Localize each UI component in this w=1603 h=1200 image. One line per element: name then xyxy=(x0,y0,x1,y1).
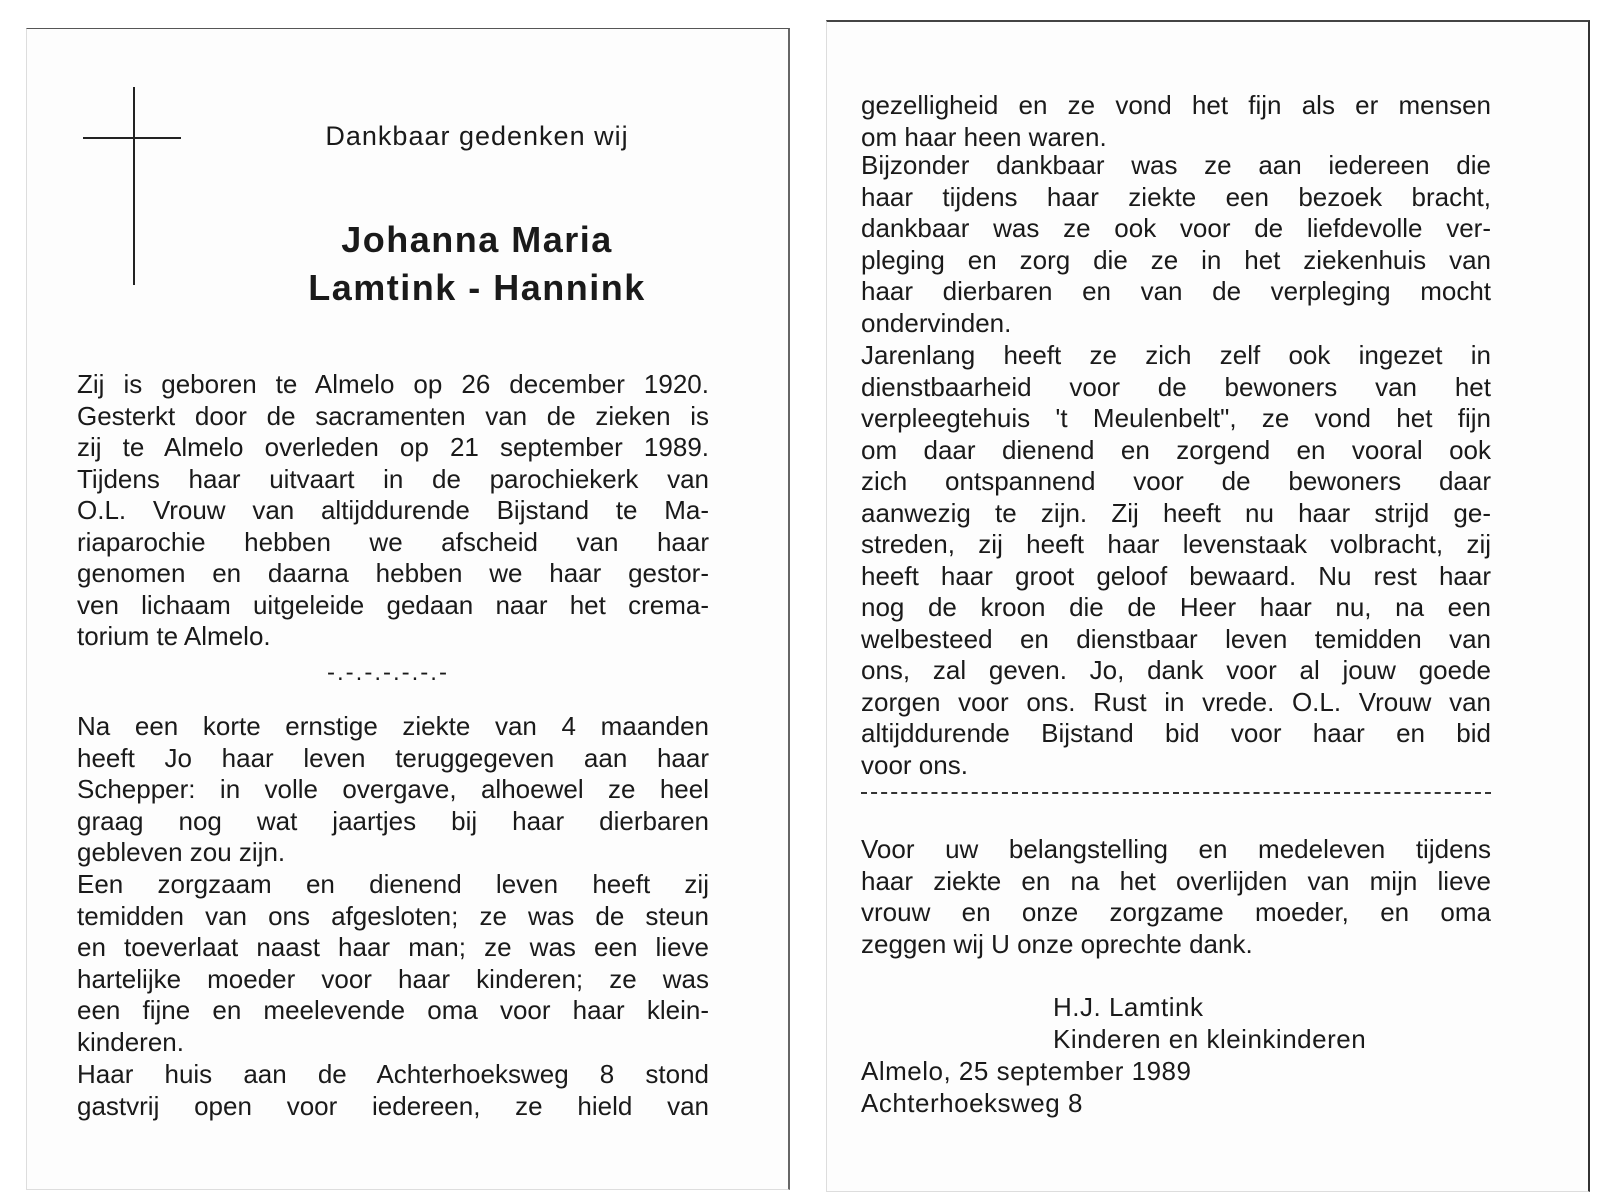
text-line: Zij is geboren te Almelo op 26 december 1920. xyxy=(77,369,709,399)
service-paragraph xyxy=(861,340,1491,781)
text-line: aanwezig te zijn. Zij heeft nu haar strijd ge- xyxy=(861,497,1491,528)
text-line: Tijdens haar uitvaart in de parochiekerk van xyxy=(77,463,709,494)
text-line: Een zorgzaam en dienend leven heeft zij xyxy=(77,869,709,899)
text-line: om daar dienend en zorgend en vooral ook xyxy=(861,434,1491,465)
illness-paragraph xyxy=(77,711,709,869)
text-line: zorgen voor ons. Rust in vrede. O.L. Vrouw van xyxy=(861,686,1491,717)
signature-address: Achterhoeksweg 8 xyxy=(861,1088,1083,1118)
text-line: graag nog wat jaartjes bij haar dierbaren xyxy=(77,805,709,836)
text-line: Gesterkt door de sacramenten van de zieken is xyxy=(77,400,709,431)
text-line: ondervinden. xyxy=(861,307,1012,338)
text-line: gastvrij open voor iedereen, ze hield van xyxy=(77,1090,709,1121)
thanks-paragraph xyxy=(861,834,1491,960)
intro-heading: Dankbaar gedenken wij xyxy=(325,121,629,151)
signature-place-date: Almelo, 25 september 1989 xyxy=(861,1056,1192,1086)
memorial-card-right xyxy=(826,20,1590,1192)
birth-death-paragraph xyxy=(77,369,709,653)
text-line: welbesteed en dienstbaar leven temidden van xyxy=(861,623,1491,654)
text-line: O.L. Vrouw van altijddurende Bijstand te Ma- xyxy=(77,495,709,525)
text-line: zich ontspannend voor de bewoners daar xyxy=(861,466,1491,496)
signature-name: H.J. Lamtink xyxy=(1053,992,1204,1022)
memorial-card-left xyxy=(26,28,790,1190)
text-line: een fijne en meelevende oma voor haar klein- xyxy=(77,995,709,1025)
gratitude-paragraph xyxy=(861,150,1491,339)
text-line: dienstbaarheid voor de bewoners van het xyxy=(861,371,1491,402)
text-line: heeft Jo haar leven teruggegeven aan haar xyxy=(77,742,709,773)
text-line: Na een korte ernstige ziekte van 4 maanden xyxy=(77,711,709,741)
text-line: kinderen. xyxy=(77,1026,184,1057)
deceased-name-last: Lamtink - Hannink xyxy=(308,267,646,308)
text-line: Voor uw belangstelling en medeleven tijdens xyxy=(861,834,1491,864)
text-line: haar dierbaren en van de verpleging mocht xyxy=(861,276,1491,306)
text-line: zeggen wij U onze oprechte dank. xyxy=(861,928,1253,959)
text-line: om haar heen waren. xyxy=(861,121,1107,152)
text-line: Bijzonder dankbaar was ze aan iedereen die xyxy=(861,150,1491,180)
text-line: altijddurende Bijstand bid voor haar en bid xyxy=(861,718,1491,748)
text-line: verpleegtehuis 't Meulenbelt", ze vond het fijn xyxy=(861,403,1491,433)
house-paragraph xyxy=(77,1059,709,1122)
text-line: haar tijdens haar ziekte een bezoek bracht, xyxy=(861,181,1491,212)
text-line: heeft haar groot geloof bewaard. Nu rest haar xyxy=(861,560,1491,591)
text-line: voor ons. xyxy=(861,749,968,780)
text-line: zij te Almelo overleden op 21 september 1989. xyxy=(77,432,709,462)
text-line: torium te Almelo. xyxy=(77,621,271,651)
text-line: vrouw en onze zorgzame moeder, en oma xyxy=(861,897,1491,927)
hospitality-paragraph xyxy=(861,90,1491,153)
section-separator: -.-.-.-.-.-.- xyxy=(327,659,449,686)
deceased-name-first: Johanna Maria xyxy=(341,219,613,260)
text-line: gebleven zou zijn. xyxy=(77,837,286,867)
text-line: ons, zal geven. Jo, dank voor al jouw goede xyxy=(861,655,1491,685)
text-line: nog de kroon die de Heer haar nu, na een xyxy=(861,592,1491,622)
text-line: genomen en daarna hebben we haar gestor- xyxy=(77,558,709,588)
text-line: en toeverlaat naast haar man; ze was een lieve xyxy=(77,932,709,962)
text-line: ven lichaam uitgeleide gedaan naar het crema- xyxy=(77,589,709,620)
text-line: haar ziekte en na het overlijden van mijn lieve xyxy=(861,865,1491,896)
text-line: riaparochie hebben we afscheid van haar xyxy=(77,526,709,557)
text-line: streden, zij heeft haar levenstaak volbracht, zij xyxy=(861,529,1491,559)
text-line: hartelijke moeder voor haar kinderen; ze was xyxy=(77,963,709,994)
signature-family: Kinderen en kleinkinderen xyxy=(1053,1024,1367,1054)
dashed-divider xyxy=(861,792,1491,794)
text-line: Schepper: in volle overgave, alhoewel ze heel xyxy=(77,774,709,804)
text-line: temidden van ons afgesloten; ze was de steun xyxy=(77,900,709,931)
text-line: Jarenlang heeft ze zich zelf ook ingezet in xyxy=(861,340,1491,370)
text-line: dankbaar was ze ook voor de liefdevolle ver- xyxy=(861,213,1491,243)
text-line: Haar huis aan de Achterhoeksweg 8 stond xyxy=(77,1059,709,1089)
life-paragraph xyxy=(77,869,709,1058)
cross-icon-horizontal xyxy=(83,137,181,139)
text-line: gezelligheid en ze vond het fijn als er mensen xyxy=(861,90,1491,120)
text-line: pleging en zorg die ze in het ziekenhuis van xyxy=(861,244,1491,275)
cross-icon-vertical xyxy=(133,87,135,285)
